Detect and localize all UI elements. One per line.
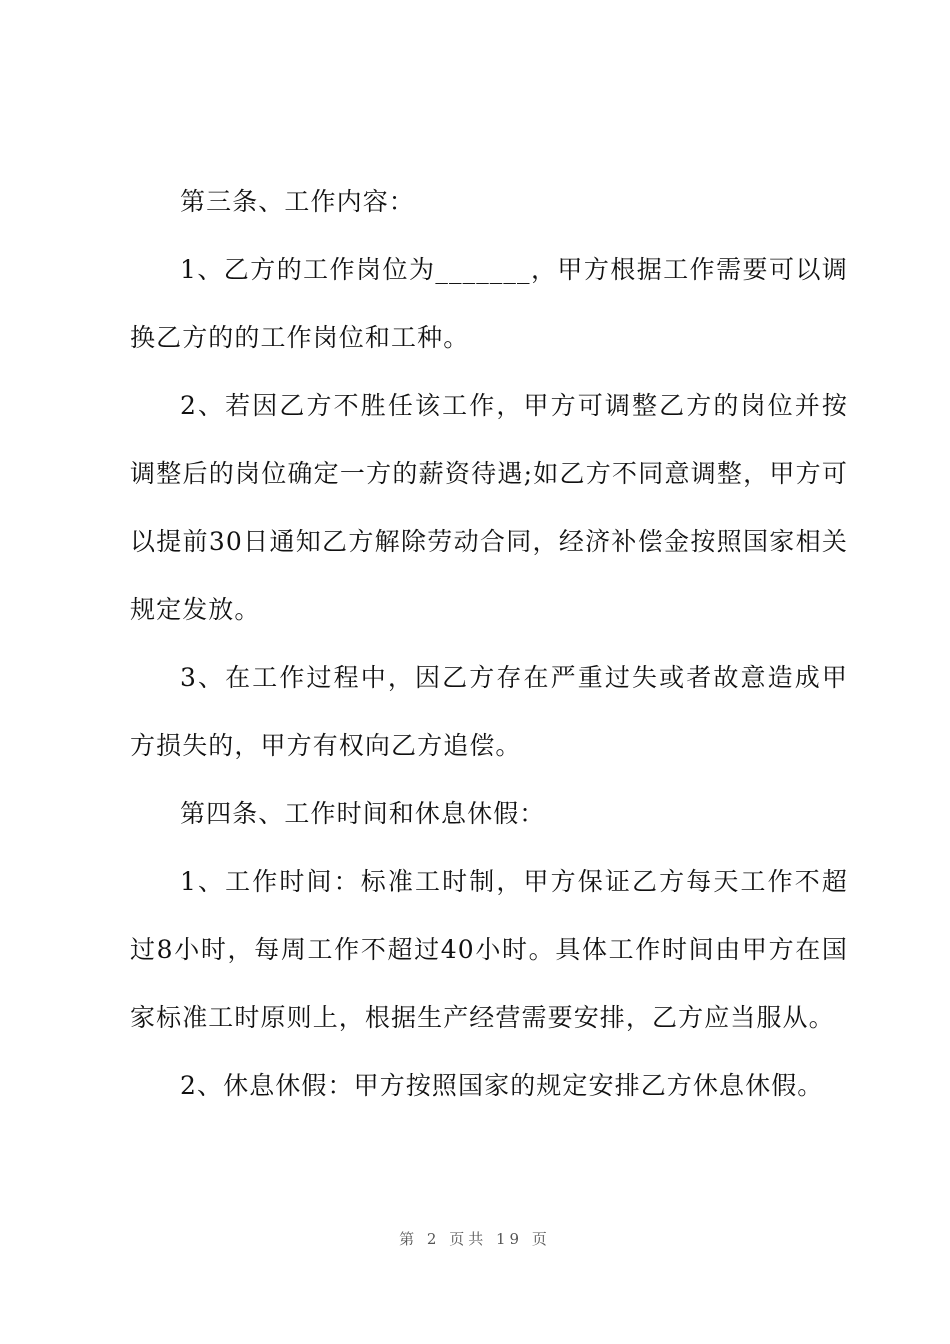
contract-body xyxy=(130,168,848,1120)
article-3-clause-3: 3、在工作过程中，因乙方存在严重过失或者故意造成甲方损失的，甲方有权向乙方追偿。 xyxy=(130,663,848,760)
article-3-clause-2: 2、若因乙方不胜任该工作，甲方可调整乙方的岗位并按调整后的岗位确定一方的薪资待遇;如乙方不同意调整，甲方可以提前30日通知乙方解除劳动合同，经济补偿金按照国家相关规定发放。 xyxy=(130,391,848,624)
article-4-clause-1: 1、工作时间：标准工时制，甲方保证乙方每天工作不超过8小时，每周工作不超过40小时。具体工作时间由甲方在国家标准工时原则上，根据生产经营需要安排，乙方应当服从。 xyxy=(130,867,848,1032)
page-number-footer: 第 2 页共 19 页 xyxy=(399,1230,551,1248)
article-4-clause-2: 2、休息休假：甲方按照国家的规定安排乙方休息休假。 xyxy=(180,1071,824,1100)
article-4-heading: 第四条、工作时间和休息休假： xyxy=(180,799,546,828)
article-3-heading: 第三条、工作内容： xyxy=(180,187,415,216)
article-3-clause-1: 1、乙方的工作岗位为_______，甲方根据工作需要可以调换乙方的的工作岗位和工种。 xyxy=(130,255,848,352)
